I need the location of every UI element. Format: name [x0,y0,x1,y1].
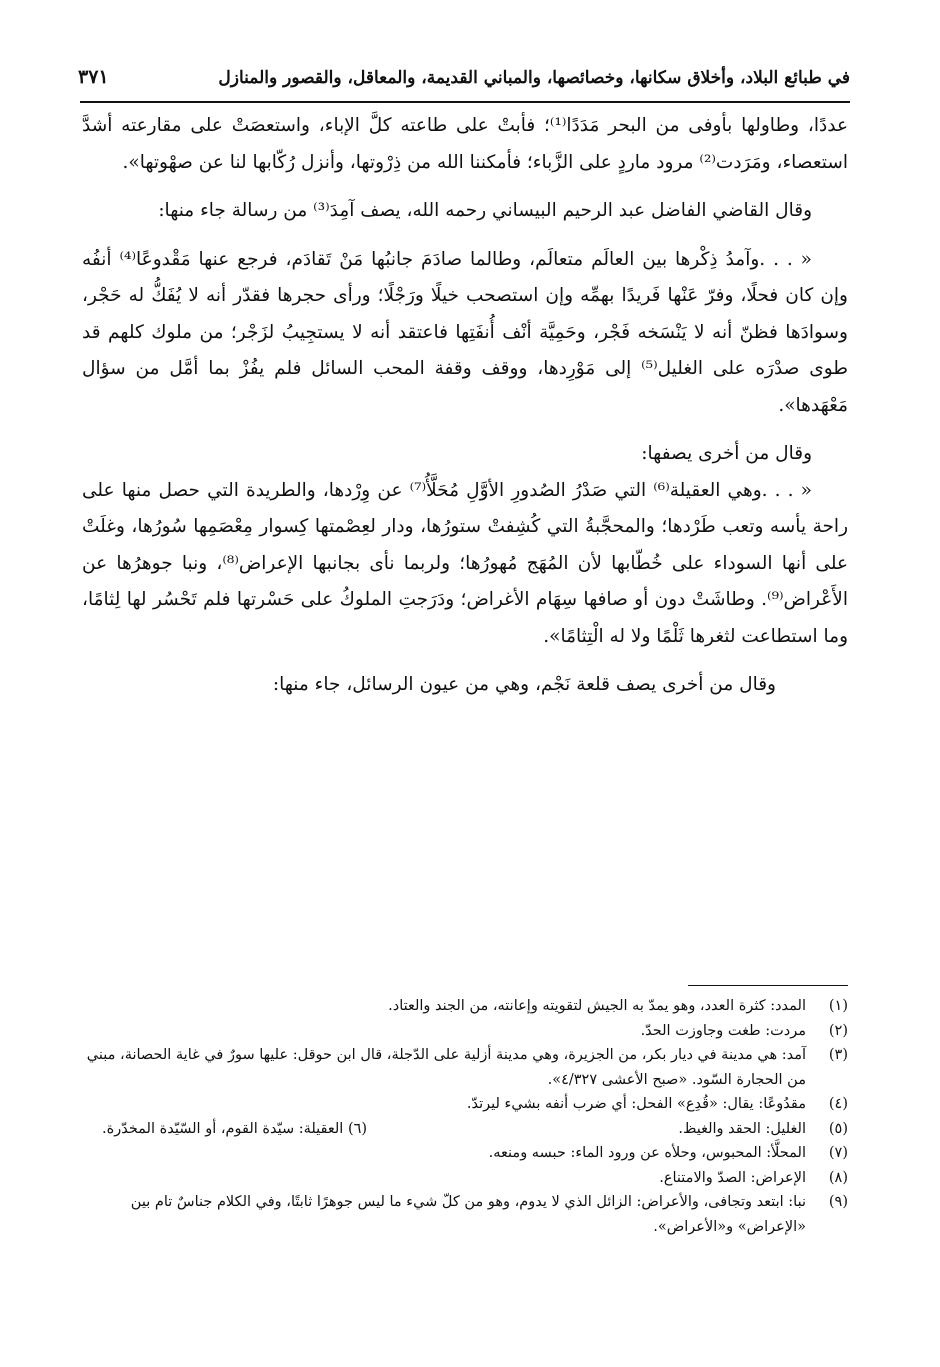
footnote-pair [82,1117,848,1142]
footnote [82,1190,848,1239]
footnote-text: مقدُوعًا: يقال: «قُدِع» الفحل: أي ضرب أنفه بشيء ليرتدّ. [466,1096,806,1112]
footnote-text: آمد: هي مدينة في ديار بكر، من الجزيرة، وهي مدينة أزلية على الدّجلة، قال ابن حوقل: عليها سورٌ في غاية الحصانة، مبني من الحجارة السّود. «صبح الأعشى ٤/٣٢٧». [86,1047,806,1088]
footnote [82,1092,848,1117]
footnote-number: (٢) [828,1022,848,1039]
footnote-pair-texts [82,1117,806,1142]
footnote-text: المحلَّأ: المحبوس، وحلأه عن ورود الماء: حبسه ومنعه. [488,1145,806,1161]
page-number: ٣٧١ [78,66,109,88]
footnote-number: (٦) [347,1120,368,1137]
footnote-number: (٤) [828,1096,848,1112]
footnote-number: (٣) [828,1047,848,1063]
paragraph-6: وقال من أخرى يصف قلعة نَجْم، وهي من عيون الرسائل، جاء منها: [272,674,776,695]
paragraph-3-quote: « . . .وآمدُ ذِكْرها بين العالَم متعالَم، وطالما صادَمَ جانبُها مَنْ تَقادَم، فرجع عنها مَقْدوعًا⁽⁴⁾ أنفُه وإن كان فحلًا، وفرّ عَنْها فَريدًا بهمِّه وإن استصحب خيلًا ورَجْلًا؛ ورأى حجرها فقدّر أنه لا يُفَكُّ له حَجْر، وسوادَها فظنّ أنه لا يَنْسَخه فَجْر، وحَمِيَّة أنْف أُنفَتِها فاعتقد أنه لا يستجِيبُ لزَجْر؛ من ملوك كلهم قد طوى صدْرَه على الغليل⁽⁵⁾ إلى مَوْرِدها، ووقف وقفة المحب السائل فلم يفُزْ بما أمَّل من سؤال مَعْهَدها». [82,248,848,416]
header-rule [80,101,850,103]
paragraph-4: وقال من أخرى يصفها: [641,443,812,464]
footnote-text: المدد: كثرة العدد، وهو يمدّ به الجيش لتقويته وإعانته، من الجند والعتاد. [388,998,806,1014]
footnote-number: (٧) [828,1145,848,1161]
footnote-rule [688,985,848,986]
footnote-number: (١) [828,998,848,1014]
footnote [82,1141,848,1166]
footnote-text: مردت: طغت وجاوزت الحدّ. [640,1022,806,1039]
footnote-text: الغليل: الحقد والغيظ. [678,1120,806,1137]
paragraph-5-quote: « . . .وهي العقيلة⁽⁶⁾ التي صَدْرُ الصُدورِ الأوَّلِ مُحَلَّأُ⁽⁷⁾ عن وِرْدها، والطريدة التي حصل منها على راحة يأسه وتعب طَرْدها؛ والمحجَّبةُ التي كُشِفتْ ستورُها، ودار لعِصْمتها كِسوار مِعْصَمِها سُورُها، وغلَتْ على أنها السوداء على خُطّابها لأن المُهَج مُهورُها؛ ولربما نأى بجانبها الإعراض⁽⁸⁾، ونبا جوهرُها عن الأَعْراض⁽⁹⁾. وطاشَتْ دون أو صافها سِهَام الأغراض؛ ودَرَجتِ الملوكُ على حَسْرتها فلم تَحْسُر لها لِثامًا، وما استطاعت لثغرها ثَلْمًا ولا له الْتِثامًا». [82,479,848,647]
footnotes [82,994,848,1239]
header-title: في طبائع البلاد، وأخلاق سكانها، وخصائصها، والمباني القديمة، والمعاقل، والقصور والمنازل [218,68,850,88]
footnote [82,1043,848,1092]
footnote-text: نبا: ابتعد وتجافى، والأعراض: الزائل الذي لا يدوم، وهو من كلّ شيء ما ليس جوهرًا ثابتًا، وفي الكلام جناسٌ تام بين «الإعراض» و«الأعراض». [130,1194,806,1235]
footnote [82,994,848,1019]
main-text [82,108,848,704]
footnote-text: الإعراض: الصدّ والامتناع. [659,1169,806,1186]
running-header [78,62,850,93]
footnote [82,1166,848,1191]
footnote [82,1019,848,1044]
footnote-number: (٨) [828,1169,848,1186]
paragraph-1: عددًا، وطاولها بأوفى من البحر مَدَدًا⁽¹⁾؛ فأبتْ على طاعته كلَّ الإباء، واستعصَتْ على مقارعته أشدَّ استعصاء، ومَرَدت⁽²⁾ مرود ماردٍ على الزَّباء؛ فأمكننا الله من ذِرْوتها، وأنزل رُكّابها لنا عن صهْوتها». [82,115,848,173]
footnote-second [82,1117,367,1142]
footnote-text: العقيلة: سيّدة القوم، أو السّيّدة المخدّرة. [102,1120,344,1137]
footnote-number: (٥) [828,1120,848,1137]
footnote-number: (٩) [828,1194,848,1210]
paragraph-2: وقال القاضي الفاضل عبد الرحيم البيساني رحمه الله، يصف آمِدَ⁽³⁾ من رسالة جاء منها: [158,200,812,221]
